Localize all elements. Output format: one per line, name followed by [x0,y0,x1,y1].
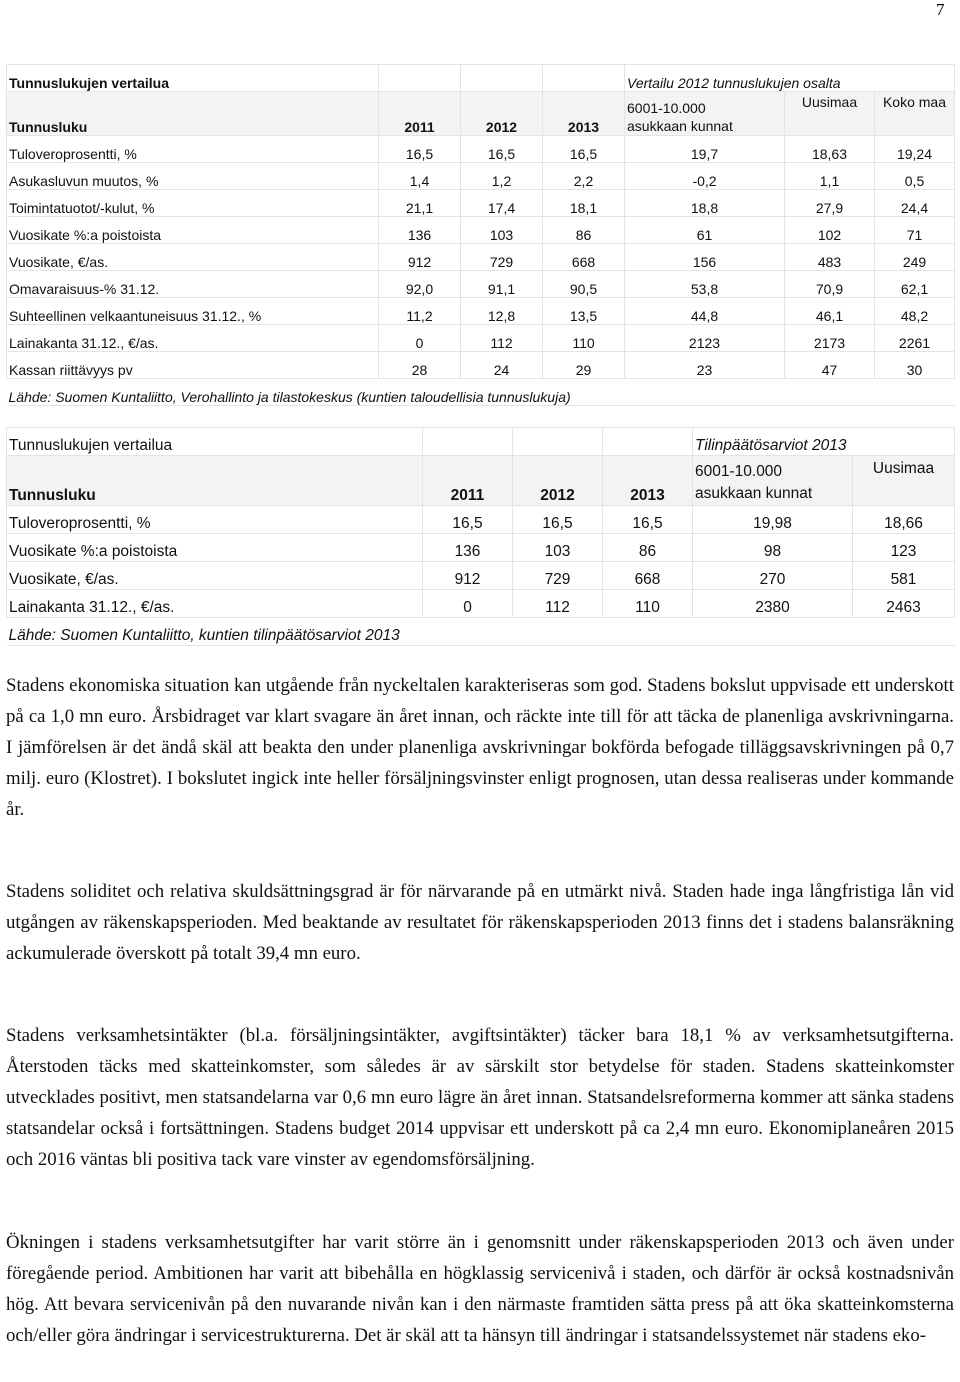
table2-year-2012: 2012 [513,456,603,506]
row-label: Toimintatuotot/-kulut, % [7,190,379,217]
cell: 47 [785,352,875,379]
cell: 11,2 [379,298,461,325]
cell: 2463 [853,590,955,618]
table1-year-2012: 2012 [461,92,543,136]
table2-title: Tunnuslukujen vertailua [7,428,423,456]
table1-col-label: Tunnusluku [7,92,379,136]
cell: 112 [513,590,603,618]
table1-year-2011: 2011 [379,92,461,136]
paragraph: Stadens verksamhetsintäkter (bl.a. försäljningsintäkter, avgiftsintäkter) täcker bara 18,1 % av verksamhetsutgifterna. Återstoden täcks med skatteinkomster, som således är av särskilt stor betydelse för staden. Stadens skatteinkomster utvecklades positivt, men statsandelarna var 0,6 mn euro lägre än året innan. Statsandelsreformerna kommer att sänka stadens statsandelar också i fortsättningen. Stadens budget 2014 uppvisar ett underskott på ca 2,4 mn euro. Ekonomiplaneåren 2015 och 2016 väntas bli positiva tack vare vinster av egendomsförsäljning. [6,1025,954,1170]
cell: 29 [543,352,625,379]
cell: 19,24 [875,136,955,163]
table-row [7,298,955,325]
cell: 1,4 [379,163,461,190]
cell: 70,9 [785,271,875,298]
paragraph: Stadens ekonomiska situation kan utgående från nyckeltalen karakteriseras som god. Stadens bokslut uppvisade ett underskott på ca 1,0 mn euro. Årsbidraget var klart svagare än året innan, och räckte inte till för att täcka de planenliga avskrivningarna. I jämförelsen är det ändå skäl att beakta den under planenliga avskrivningar bokförda befogade tilläggsavskrivningen på 0,7 milj. euro (Klostret). I bokslutet ingick inte heller försäljningsvinster enligt prognosen, utan dessa realiseras under kommande år. [6,675,954,820]
cell: 13,5 [543,298,625,325]
cell: 2123 [625,325,785,352]
cell: 2261 [875,325,955,352]
cell: 24 [461,352,543,379]
row-label: Suhteellinen velkaantuneisuus 31.12., % [7,298,379,325]
cell: 86 [543,217,625,244]
row-label: Vuosikate %:a poistoista [7,217,379,244]
cell: 12,8 [461,298,543,325]
table1-group1-line1: 6001-10.000 [627,100,706,116]
cell: 110 [603,590,693,618]
table-row [7,590,955,618]
cell: 16,5 [513,506,603,534]
cell: 18,8 [625,190,785,217]
table2-year-2013: 2013 [603,456,693,506]
table-row [7,352,955,379]
table1-title: Tunnuslukujen vertailua [7,65,379,92]
cell: 912 [379,244,461,271]
cell: 86 [603,534,693,562]
cell: 270 [693,562,853,590]
cell: 18,1 [543,190,625,217]
cell: 156 [625,244,785,271]
table2-group1-line2: asukkaan kunnat [695,485,813,502]
row-label: Omavaraisuus-% 31.12. [7,271,379,298]
page-number: 7 [936,0,945,19]
cell: 0,5 [875,163,955,190]
cell: 44,8 [625,298,785,325]
table-row [7,271,955,298]
cell: 46,1 [785,298,875,325]
row-label: Vuosikate, €/as. [7,562,423,590]
table2-group1-line1: 6001-10.000 [695,463,783,480]
cell: 0 [379,325,461,352]
table1-group-whole-country: Koko maa [875,92,955,136]
cell: 136 [379,217,461,244]
key-figures-table-2013 [6,427,955,646]
table2-year-2011: 2011 [423,456,513,506]
cell: 53,8 [625,271,785,298]
table2-group-uusimaa: Uusimaa [853,456,955,506]
table1-group-municipalities [625,92,785,136]
cell: 16,5 [603,506,693,534]
table1-group1-line2: asukkaan kunnat [627,118,733,134]
table-row [7,562,955,590]
row-label: Tuloveroprosentti, % [7,136,379,163]
cell: 24,4 [875,190,955,217]
row-label: Asukasluvun muutos, % [7,163,379,190]
cell: 729 [461,244,543,271]
cell: 110 [543,325,625,352]
row-label: Vuosikate, €/as. [7,244,379,271]
cell: 123 [853,534,955,562]
table1-compare-title: Vertailu 2012 tunnuslukujen osalta [625,65,955,92]
paragraph: Ökningen i stadens verksamhetsutgifter har varit större än i genomsnitt under räkenskapsperioden 2013 och även under föregående period. Ambitionen har varit att bibehålla en högklassig servicenivå i staden, och därför är också kostnadsnivån hög. Att bevara servicenivån på den nuvarande nivån kan i den närmaste framtiden sätta press på att öka skatteinkomsterna och/eller göra ändringar i servicestrukturerna. Det är skäl att ta hänsyn till ändringar i statsandelssystemet när stadens eko- [6,1232,954,1346]
table2-source: Lähde: Suomen Kuntaliitto, kuntien tilinpäätösarviot 2013 [7,618,955,646]
cell: -0,2 [625,163,785,190]
cell: 668 [543,244,625,271]
cell: 62,1 [875,271,955,298]
cell: 1,1 [785,163,875,190]
cell: 71 [875,217,955,244]
table-row [7,244,955,271]
table-row [7,163,955,190]
table2-compare-title: Tilinpäätösarviot 2013 [693,428,955,456]
cell: 0 [423,590,513,618]
cell: 30 [875,352,955,379]
cell: 18,63 [785,136,875,163]
row-label: Lainakanta 31.12., €/as. [7,325,379,352]
cell: 249 [875,244,955,271]
row-label: Tuloveroprosentti, % [7,506,423,534]
cell: 61 [625,217,785,244]
table-row [7,217,955,244]
cell: 16,5 [379,136,461,163]
cell: 17,4 [461,190,543,217]
table-row [7,190,955,217]
table-row [7,136,955,163]
table2-col-label: Tunnusluku [7,456,423,506]
cell: 21,1 [379,190,461,217]
cell: 16,5 [423,506,513,534]
cell: 2173 [785,325,875,352]
cell: 2380 [693,590,853,618]
cell: 28 [379,352,461,379]
table-row [7,534,955,562]
cell: 48,2 [875,298,955,325]
cell: 90,5 [543,271,625,298]
cell: 2,2 [543,163,625,190]
cell: 23 [625,352,785,379]
cell: 92,0 [379,271,461,298]
cell: 136 [423,534,513,562]
row-label: Lainakanta 31.12., €/as. [7,590,423,618]
cell: 103 [513,534,603,562]
cell: 98 [693,534,853,562]
table-row [7,506,955,534]
cell: 19,98 [693,506,853,534]
cell: 668 [603,562,693,590]
table1-group-uusimaa: Uusimaa [785,92,875,136]
cell: 16,5 [543,136,625,163]
cell: 102 [785,217,875,244]
paragraph: Stadens soliditet och relativa skuldsättningsgrad är för närvarande på en utmärkt nivå. Staden hade inga långfristiga lån vid utgången av räkenskapsperioden. Med beaktande av resultatet för räkenskapsperioden 2013 finns det i stadens balansräkning ackumulerade överskott på totalt 39,4 mn euro. [6,881,954,964]
row-label: Vuosikate %:a poistoista [7,534,423,562]
cell: 27,9 [785,190,875,217]
key-figures-table-2012 [6,64,955,406]
cell: 112 [461,325,543,352]
cell: 103 [461,217,543,244]
table1-source: Lähde: Suomen Kuntaliitto, Verohallinto ja tilastokeskus (kuntien taloudellisia tunnuslukuja) [7,379,955,406]
cell: 91,1 [461,271,543,298]
cell: 16,5 [461,136,543,163]
cell: 483 [785,244,875,271]
cell: 19,7 [625,136,785,163]
row-label: Kassan riittävyys pv [7,352,379,379]
cell: 729 [513,562,603,590]
cell: 18,66 [853,506,955,534]
table1-year-2013: 2013 [543,92,625,136]
table-row [7,325,955,352]
cell: 581 [853,562,955,590]
cell: 912 [423,562,513,590]
table2-group-municipalities [693,456,853,506]
cell: 1,2 [461,163,543,190]
